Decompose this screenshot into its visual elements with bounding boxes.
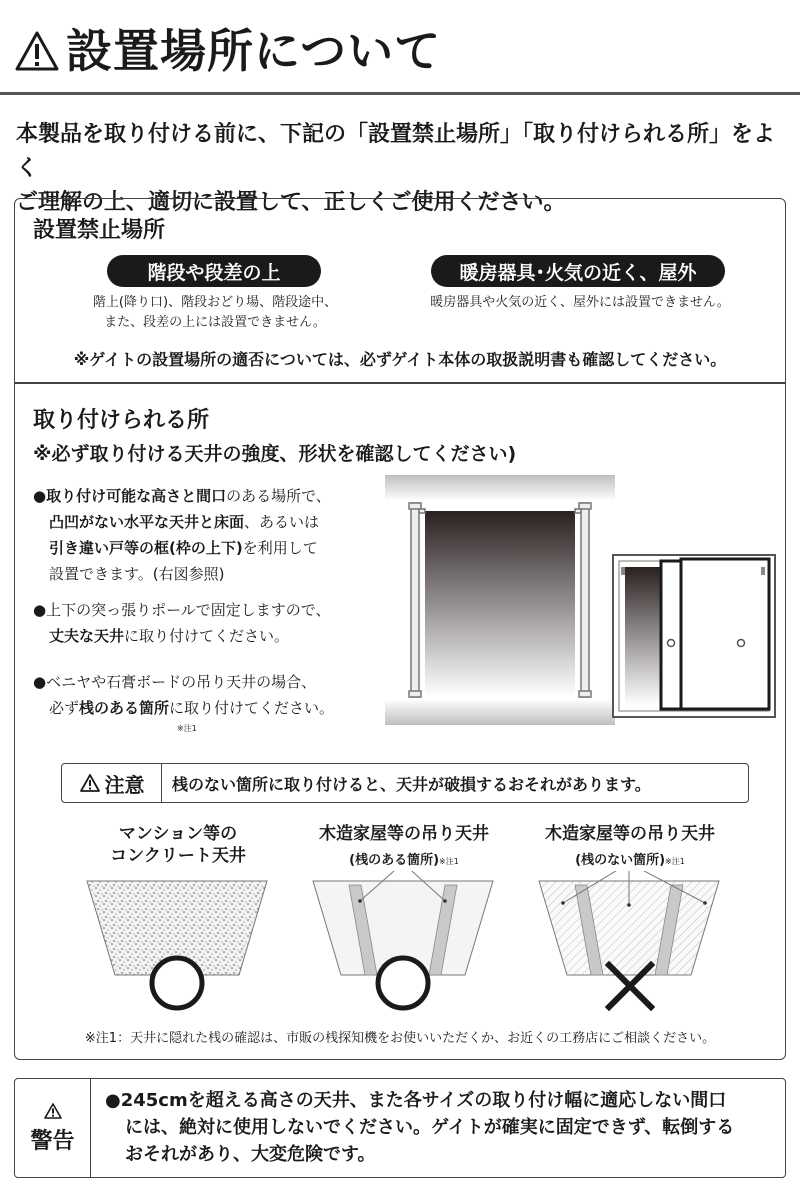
pole-gate-illustration xyxy=(385,475,615,725)
concrete-ceiling-diagram xyxy=(87,881,267,1008)
ok-circle-icon xyxy=(152,958,202,1008)
warning-box xyxy=(14,1078,786,1178)
caution-bar xyxy=(61,763,749,803)
caution-text: 桟のない箇所に取り付けると、天井が破損するおそれがあります。 xyxy=(172,774,651,794)
ceiling-diagrams xyxy=(15,871,786,1021)
caution-label: 注意 xyxy=(104,772,145,797)
mountable-bullet-1: ●取り付け可能な高さと間口のある場所で、 凸凹がない水平な天井と床面、あるいは 引き違い戸等の框(枠の上下)を利用して 設置できます。(右図参照) xyxy=(33,487,331,583)
ceiling-type-concrete: マンション等の コンクリート天井 xyxy=(110,824,246,866)
section-divider xyxy=(15,382,785,384)
warning-tag xyxy=(15,1079,91,1177)
caution-tag xyxy=(62,764,162,802)
page-title: 設置場所について xyxy=(66,24,442,78)
prohibited-heading: 設置禁止場所 xyxy=(33,218,166,243)
prohibited-pill-stairs: 階段や段差の上 xyxy=(107,255,321,287)
wood-ceiling-with-joist-diagram xyxy=(313,871,493,1008)
prohibited-desc-heater: 暖房器具や火気の近く、屋外には設置できません。 xyxy=(430,295,730,310)
ceiling-sub-no-joist: (桟のない箇所)※注1 xyxy=(575,853,685,868)
mountable-bullet-2: ●上下の突っ張りポールで固定しますので、 丈夫な天井に取り付けてください。 xyxy=(33,601,331,645)
prohibited-pill-heater: 暖房器具･火気の近く、屋外 xyxy=(431,255,725,287)
warning-triangle-icon xyxy=(14,30,60,72)
ceiling-sub-with-joist: (桟のある箇所)※注1 xyxy=(349,853,459,868)
prohibited-desc-stairs: 階上(降り口)、階段おどり場、階段途中、 また、段差の上には設置できません。 xyxy=(92,295,338,330)
warning-label: 警告 xyxy=(30,1128,75,1154)
page-header xyxy=(14,24,442,78)
warning-triangle-icon xyxy=(43,1102,63,1120)
mountable-subnote: ※必ず取り付ける天井の強度、形状を確認してください) xyxy=(33,443,517,465)
warning-triangle-icon xyxy=(79,773,101,793)
placement-info-box xyxy=(14,198,786,1060)
warning-text: ●245cmを超える高さの天井、また各サイズの取り付け幅に適応しない間口 には、絶対に使用しないでください。ゲイトが確実に固定できず、転倒する おそれがあり、大変危険です。 xyxy=(105,1090,735,1165)
mountable-heading: 取り付けられる所 xyxy=(33,408,210,433)
wood-ceiling-no-joist-diagram xyxy=(539,871,719,1007)
note-mark-1: ※注1 xyxy=(177,724,197,733)
sliding-door-illustration xyxy=(611,553,779,721)
ok-circle-icon xyxy=(378,958,428,1008)
intro-line-2: ご理解の上、適切に設置して、正しくご使用ください。 xyxy=(16,190,566,215)
ceiling-type-with-joist: 木造家屋等の吊り天井 xyxy=(319,824,489,844)
title-underline xyxy=(0,92,800,95)
intro-line-1: 本製品を取り付ける前に、下記の「設置禁止場所」「取り付けられる所」をよく xyxy=(16,122,776,181)
prohibited-note: ※ゲイトの設置場所の適否については、必ずゲイト本体の取扱説明書も確認してください。 xyxy=(73,350,727,369)
footnote: ※注1：天井に隠れた桟の確認は、市販の桟探知機をお使いいただくか、お近くの工務店にご相談ください。 xyxy=(84,1031,716,1046)
mountable-bullet-3: ●ベニヤや石膏ボードの吊り天井の場合、 必ず桟のある箇所に取り付けてください。 xyxy=(33,673,335,717)
ceiling-type-no-joist: 木造家屋等の吊り天井 xyxy=(545,824,715,844)
